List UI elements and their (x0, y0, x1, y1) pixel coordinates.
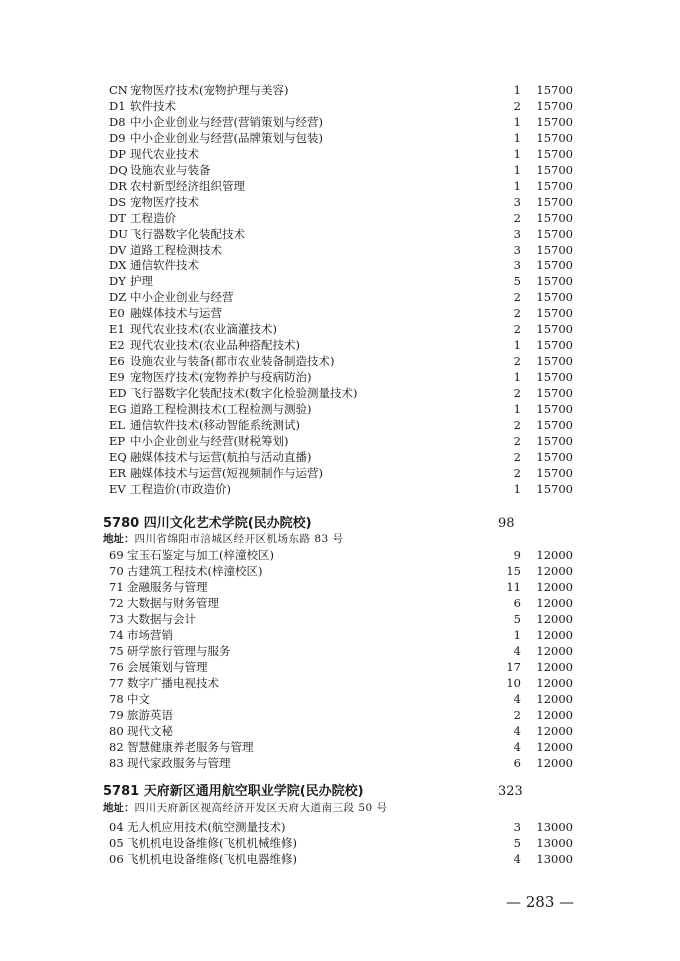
school-total-count: 323 (498, 784, 523, 799)
program-row (103, 675, 573, 691)
program-code: E1 (109, 322, 125, 337)
program-row (103, 851, 573, 867)
program-code: 06 (109, 852, 124, 866)
program-code: 79 (109, 708, 124, 722)
program-name: 飞行器数字化装配技术 (130, 226, 245, 241)
program-code: 71 (109, 580, 124, 594)
program-name: 护理 (130, 274, 153, 289)
program-code: EP (109, 433, 126, 448)
school-code: 5781 (103, 784, 140, 799)
enrollment-count: 2 (513, 386, 521, 401)
program-row (103, 723, 573, 739)
enrollment-count: 10 (506, 676, 521, 690)
program-code: DU (109, 226, 128, 241)
program-code: E0 (109, 306, 125, 321)
program-code: 76 (109, 660, 124, 674)
program-name: 工程造价 (130, 210, 176, 225)
enrollment-count: 6 (513, 596, 521, 610)
program-row (103, 257, 573, 273)
program-code: DZ (109, 290, 127, 305)
tuition-fee: 13000 (536, 852, 573, 866)
program-name: 中文 (127, 692, 150, 706)
program-row (103, 289, 573, 305)
enrollment-count: 2 (513, 322, 521, 337)
program-code: E2 (109, 338, 125, 353)
tuition-fee: 12000 (536, 660, 573, 674)
program-row (103, 226, 573, 242)
enrollment-count: 1 (513, 83, 521, 97)
tuition-fee: 15700 (536, 370, 573, 385)
program-name: 数字广播电视技术 (127, 676, 219, 690)
program-row (103, 595, 573, 611)
enrollment-count: 2 (513, 465, 521, 480)
program-code: 82 (109, 740, 124, 754)
program-name: 金融服务与管理 (127, 580, 208, 594)
tuition-fee: 12000 (536, 628, 573, 642)
program-row (103, 385, 573, 401)
tuition-fee: 15700 (536, 322, 573, 337)
tuition-fee: 12000 (536, 708, 573, 722)
program-row (103, 659, 573, 675)
tuition-fee: 12000 (536, 756, 573, 770)
program-code: 04 (109, 820, 124, 834)
program-name: 现代农业技术 (130, 146, 199, 161)
program-row (103, 210, 573, 226)
enrollment-count: 1 (513, 114, 521, 129)
program-code: ER (109, 465, 127, 480)
address-text: 四川省绵阳市涪城区经开区机场东路 83 号 (134, 533, 344, 545)
program-row (103, 305, 573, 321)
program-name: 大数据与财务管理 (127, 596, 219, 610)
program-row (103, 465, 573, 481)
program-code: EL (109, 417, 126, 432)
tuition-fee: 12000 (536, 692, 573, 706)
program-name: 道路工程检测技术(工程检测与测验) (130, 402, 312, 416)
program-row (103, 353, 573, 369)
program-name: 中小企业创业与经营(营销策划与经营) (130, 114, 323, 129)
program-name: 无人机应用技术(航空测量技术) (127, 820, 286, 834)
program-row (103, 146, 573, 162)
program-code: D1 (109, 98, 126, 113)
enrollment-count: 3 (513, 258, 521, 273)
enrollment-count: 1 (513, 370, 521, 385)
program-row (103, 691, 573, 707)
program-row (103, 242, 573, 258)
enrollment-count: 1 (513, 146, 521, 161)
program-code: E6 (109, 354, 125, 369)
tuition-fee: 12000 (536, 740, 573, 754)
program-row (103, 755, 573, 771)
program-name: 现代家政服务与管理 (127, 756, 231, 770)
enrollment-count: 3 (513, 226, 521, 241)
enrollment-count: 6 (513, 756, 521, 770)
enrollment-count: 4 (513, 852, 521, 866)
program-row (103, 563, 573, 579)
school-total-count: 98 (498, 516, 515, 531)
tuition-fee: 15700 (536, 130, 573, 145)
enrollment-count: 4 (513, 692, 521, 706)
enrollment-count: 5 (513, 836, 521, 850)
program-row (103, 643, 573, 659)
program-name: 智慧健康养老服务与管理 (127, 740, 254, 754)
tuition-fee: 15700 (536, 258, 573, 273)
program-row (103, 369, 573, 385)
program-code: DT (109, 210, 126, 225)
program-name: 飞行器数字化装配技术(数字化检验测量技术) (130, 386, 358, 401)
tuition-fee: 15700 (536, 354, 573, 369)
school-heading (103, 514, 523, 534)
program-code: DR (109, 178, 127, 193)
program-code: DP (109, 146, 126, 161)
program-name: 通信软件技术(移动智能系统测试) (130, 417, 300, 432)
enrollment-count: 1 (513, 338, 521, 353)
program-row (103, 337, 573, 353)
tuition-fee: 15700 (536, 274, 573, 289)
tuition-fee: 12000 (536, 612, 573, 626)
program-code: D8 (109, 114, 126, 129)
tuition-fee: 15700 (536, 83, 573, 97)
program-row (103, 130, 573, 146)
program-name: 市场营销 (127, 628, 173, 642)
tuition-fee: 15700 (536, 449, 573, 464)
tuition-fee: 15700 (536, 194, 573, 209)
tuition-fee: 15700 (536, 338, 573, 353)
program-row (103, 82, 573, 98)
program-row (103, 481, 573, 497)
enrollment-count: 1 (513, 130, 521, 145)
tuition-fee: 12000 (536, 564, 573, 578)
enrollment-count: 2 (513, 433, 521, 448)
program-name: 现代农业技术(农业滴灌技术) (130, 322, 277, 337)
tuition-fee: 15700 (536, 114, 573, 129)
enrollment-count: 3 (513, 820, 521, 834)
enrollment-count: 5 (513, 274, 521, 289)
program-row (103, 114, 573, 130)
enrollment-count: 15 (506, 564, 521, 578)
tuition-fee: 13000 (536, 820, 573, 834)
enrollment-count: 4 (513, 724, 521, 738)
program-row (103, 273, 573, 289)
program-name: 宝玉石鉴定与加工(梓潼校区) (127, 548, 274, 562)
enrollment-count: 17 (506, 660, 521, 674)
program-name: 融媒体技术与运营 (130, 306, 222, 321)
enrollment-count: 2 (513, 210, 521, 225)
school-heading (103, 782, 523, 802)
program-code: DY (109, 274, 126, 289)
program-name: 融媒体技术与运营(短视频制作与运营) (130, 465, 323, 480)
enrollment-count: 4 (513, 644, 521, 658)
tuition-fee: 12000 (536, 644, 573, 658)
enrollment-count: 9 (513, 548, 521, 562)
program-row (103, 162, 573, 178)
program-name: 现代农业技术(农业品种搭配技术) (130, 338, 300, 353)
program-row (103, 579, 573, 595)
school-address (103, 801, 388, 815)
tuition-fee: 15700 (536, 98, 573, 113)
enrollment-count: 1 (513, 402, 521, 416)
program-code: ED (109, 386, 127, 401)
program-code: 75 (109, 644, 124, 658)
program-row (103, 321, 573, 337)
program-code: 70 (109, 564, 124, 578)
program-name: 宠物医疗技术 (130, 194, 199, 209)
tuition-fee: 12000 (536, 580, 573, 594)
program-name: 工程造价(市政造价) (130, 481, 231, 496)
enrollment-count: 2 (513, 290, 521, 305)
tuition-fee: 15700 (536, 306, 573, 321)
enrollment-count: 2 (513, 98, 521, 113)
tuition-fee: 15700 (536, 386, 573, 401)
program-row (103, 835, 573, 851)
school-name: 天府新区通用航空职业学院(民办院校) (143, 784, 364, 799)
program-row (103, 401, 573, 417)
program-name: 研学旅行管理与服务 (127, 644, 231, 658)
program-name: 中小企业创业与经营(品牌策划与包装) (130, 130, 323, 145)
tuition-fee: 13000 (536, 836, 573, 850)
tuition-fee: 15700 (536, 417, 573, 432)
program-name: 宠物医疗技术(宠物护理与美容) (130, 83, 289, 97)
program-name: 设施农业与装备(都市农业装备制造技术) (130, 354, 335, 369)
enrollment-count: 1 (513, 162, 521, 177)
program-name: 大数据与会计 (127, 612, 196, 626)
enrollment-count: 3 (513, 242, 521, 257)
school-name: 四川文化艺术学院(民办院校) (143, 516, 312, 531)
program-row (103, 433, 573, 449)
school-code: 5780 (103, 516, 140, 531)
enrollment-count: 1 (513, 628, 521, 642)
address-label: 地址： (103, 802, 135, 814)
address-text: 四川天府新区视高经济开发区天府大道南三段 50 号 (134, 802, 388, 814)
program-name: 中小企业创业与经营 (130, 290, 234, 305)
enrollment-count: 1 (513, 178, 521, 193)
program-code: EG (109, 402, 127, 416)
program-row (103, 194, 573, 210)
program-name: 会展策划与管理 (127, 660, 208, 674)
tuition-fee: 15700 (536, 433, 573, 448)
program-code: DQ (109, 162, 128, 177)
program-code: DX (109, 258, 127, 273)
program-name: 中小企业创业与经营(财税筹划) (130, 433, 289, 448)
tuition-fee: 15700 (536, 146, 573, 161)
program-row (103, 449, 573, 465)
program-code: CN (109, 83, 128, 97)
program-row (103, 707, 573, 723)
tuition-fee: 15700 (536, 226, 573, 241)
program-code: D9 (109, 130, 126, 145)
program-row (103, 417, 573, 433)
program-row (103, 178, 573, 194)
program-name: 农村新型经济组织管理 (130, 178, 245, 193)
tuition-fee: 15700 (536, 162, 573, 177)
program-name: 现代文秘 (127, 724, 173, 738)
tuition-fee: 15700 (536, 178, 573, 193)
tuition-fee: 15700 (536, 481, 573, 496)
program-row (103, 547, 573, 563)
program-row (103, 819, 573, 835)
enrollment-count: 11 (506, 580, 521, 594)
program-name: 宠物医疗技术(宠物养护与疫病防治) (130, 370, 312, 385)
program-code: 77 (109, 676, 124, 690)
tuition-fee: 12000 (536, 548, 573, 562)
tuition-fee: 12000 (536, 596, 573, 610)
program-code: 73 (109, 612, 124, 626)
program-code: 72 (109, 596, 124, 610)
program-code: 83 (109, 756, 124, 770)
tuition-fee: 15700 (536, 210, 573, 225)
program-name: 旅游英语 (127, 708, 173, 722)
program-row (103, 627, 573, 643)
program-code: DS (109, 194, 127, 209)
tuition-fee: 15700 (536, 242, 573, 257)
tuition-fee: 12000 (536, 676, 573, 690)
program-code: 78 (109, 692, 124, 706)
program-code: DV (109, 242, 127, 257)
program-name: 软件技术 (130, 98, 176, 113)
tuition-fee: 12000 (536, 724, 573, 738)
enrollment-count: 4 (513, 740, 521, 754)
enrollment-count: 2 (513, 708, 521, 722)
program-name: 融媒体技术与运营(航拍与活动直播) (130, 449, 312, 464)
enrollment-count: 2 (513, 449, 521, 464)
program-name: 古建筑工程技术(梓潼校区) (127, 564, 263, 578)
program-name: 道路工程检测技术 (130, 242, 222, 257)
tuition-fee: 15700 (536, 290, 573, 305)
program-code: 74 (109, 628, 124, 642)
enrollment-count: 2 (513, 306, 521, 321)
program-name: 飞机机电设备维修(飞机机械维修) (127, 836, 297, 850)
page-number: — 283 — (506, 893, 575, 911)
school-address (103, 532, 344, 546)
program-name: 设施农业与装备 (130, 162, 211, 177)
program-row (103, 611, 573, 627)
tuition-fee: 15700 (536, 465, 573, 480)
program-code: E9 (109, 370, 125, 385)
enrollment-count: 3 (513, 194, 521, 209)
program-name: 飞机机电设备维修(飞机电器维修) (127, 852, 297, 866)
tuition-fee: 15700 (536, 402, 573, 416)
program-code: 80 (109, 724, 124, 738)
address-label: 地址： (103, 533, 135, 545)
program-row (103, 739, 573, 755)
program-code: 05 (109, 836, 124, 850)
program-code: EQ (109, 449, 127, 464)
program-row (103, 98, 573, 114)
enrollment-count: 2 (513, 354, 521, 369)
program-name: 通信软件技术 (130, 258, 199, 273)
enrollment-count: 1 (513, 481, 521, 496)
program-code: 69 (109, 548, 124, 562)
enrollment-count: 2 (513, 417, 521, 432)
enrollment-count: 5 (513, 612, 521, 626)
program-code: EV (109, 481, 126, 496)
